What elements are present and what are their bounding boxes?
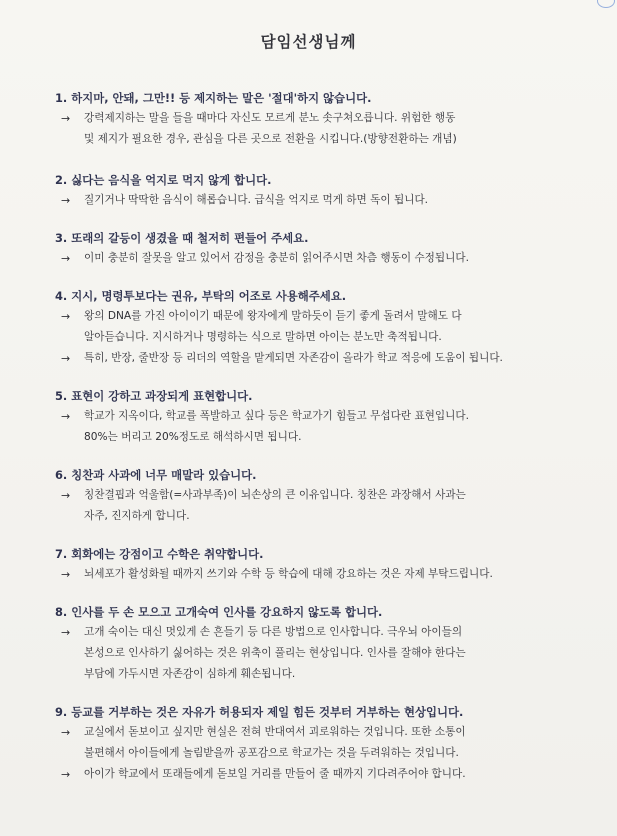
guideline-section: [55, 88, 595, 150]
section-heading: 8. 인사를 두 손 모으고 고개숙여 인사를 강요하지 않도록 합니다.: [55, 605, 383, 619]
arrow-icon: →: [61, 768, 71, 781]
item-text-line: 알아듣습니다. 지시하거나 명령하는 식으로 말하면 아이는 분노만 축적됩니다.: [84, 331, 442, 343]
section-heading: 2. 싫다는 음식을 억지로 먹지 않게 합니다.: [55, 173, 272, 187]
page-title: 담임선생님께: [260, 33, 357, 51]
arrow-icon: →: [61, 626, 71, 639]
item-text-line: 아이가 학교에서 또래들에게 돋보일 거리를 만들어 줄 때까지 기다려주어야 합니다.: [84, 768, 466, 780]
item-text-line: 뇌세포가 활성화될 때까지 쓰기와 수학 등 학습에 대해 강요하는 것은 자제 부탁드립니다.: [84, 568, 493, 580]
item-text-line: 왕의 DNA를 가진 아이이기 때문에 왕자에게 말하듯이 듣기 좋게 돌려서 말해도 다: [84, 310, 462, 322]
item-text-line: 학교가 지옥이다, 학교를 폭발하고 싶다 등은 학교가기 힘들고 무섭다란 표현입니다.: [84, 410, 469, 422]
section-heading: 7. 회화에는 강점이고 수학은 취약합니다.: [55, 547, 264, 561]
section-heading: 9. 등교를 거부하는 것은 자유가 허용되자 제일 힘든 것부터 거부하는 현상입니다.: [55, 705, 464, 719]
item-text-line: 불편해서 아이들에게 놀림받을까 공포감으로 학교가는 것을 두려워하는 것입니다.: [84, 747, 459, 759]
item-text-line: 본성으로 인사하기 싫어하는 것은 위축이 풀리는 현상입니다. 인사를 잘해야 한다는: [84, 647, 466, 659]
guideline-section: [55, 465, 595, 527]
guideline-section: [55, 386, 595, 448]
section-item: [55, 406, 595, 448]
arrow-icon: →: [61, 726, 71, 739]
pen-mark-icon: [597, 0, 615, 8]
guideline-section: [55, 170, 595, 211]
arrow-icon: →: [61, 568, 71, 581]
section-item: [55, 108, 595, 150]
section-item: [55, 306, 595, 348]
section-heading: 4. 지시, 명령투보다는 권유, 부탁의 어조로 사용해주세요.: [55, 289, 347, 303]
item-text-line: 칭찬결핍과 억울함(=사과부족)이 뇌손상의 큰 이유입니다. 칭찬은 과장해서 사과는: [84, 489, 466, 501]
guideline-section: [55, 702, 595, 785]
item-text-line: 및 제지가 필요한 경우, 관심을 다른 곳으로 전환을 시킵니다.(방향전환하는 개념): [84, 133, 457, 145]
section-heading: 6. 칭찬과 사과에 너무 매말라 있습니다.: [55, 468, 257, 482]
item-text-line: 강력제지하는 말을 들을 때마다 자신도 모르게 분노 솟구쳐오릅니다. 위험한 행동: [84, 112, 456, 124]
guideline-section: [55, 286, 595, 369]
section-item: [55, 190, 595, 211]
section-item: [55, 722, 595, 764]
section-heading: 3. 또래의 갈등이 생겼을 때 철저히 편들어 주세요.: [55, 231, 309, 245]
section-item: [55, 564, 595, 585]
item-text-line: 고개 숙이는 대신 멋있게 손 흔들기 등 다른 방법으로 인사합니다. 극우뇌 아이들의: [84, 626, 463, 638]
item-text-line: 80%는 버리고 20%정도로 해석하시면 됩니다.: [84, 431, 302, 443]
item-text-line: 부담에 가두시면 자존감이 심하게 훼손됩니다.: [84, 668, 296, 680]
section-item: [55, 485, 595, 527]
section-item: [55, 764, 595, 785]
arrow-icon: →: [61, 194, 71, 207]
section-item: [55, 248, 595, 269]
section-heading: 1. 하지마, 안돼, 그만!! 등 제지하는 말은 '절대'하지 않습니다.: [55, 91, 372, 105]
arrow-icon: →: [61, 352, 71, 365]
arrow-icon: →: [61, 112, 71, 125]
item-text-line: 특히, 반장, 줄반장 등 리더의 역할을 맡게되면 자존감이 올라가 학교 적응에 도움이 됩니다.: [84, 352, 503, 364]
item-text-line: 교실에서 돋보이고 싶지만 현실은 전혀 반대여서 괴로워하는 것입니다. 또한 소통이: [84, 726, 466, 738]
guideline-list: [55, 88, 595, 802]
guideline-section: [55, 602, 595, 685]
guideline-section: [55, 228, 595, 269]
arrow-icon: →: [61, 252, 71, 265]
arrow-icon: →: [61, 310, 71, 323]
arrow-icon: →: [61, 410, 71, 423]
section-item: [55, 622, 595, 685]
arrow-icon: →: [61, 489, 71, 502]
guideline-section: [55, 544, 595, 585]
section-item: [55, 348, 595, 369]
item-text-line: 이미 충분히 잘못을 알고 있어서 감정을 충분히 읽어주시면 차츰 행동이 수정됩니다.: [84, 252, 469, 264]
item-text-line: 질기거나 딱딱한 음식이 해롭습니다. 급식을 억지로 먹게 하면 독이 됩니다.: [84, 194, 429, 206]
item-text-line: 자주, 진지하게 합니다.: [84, 510, 190, 522]
section-heading: 5. 표현이 강하고 과장되게 표현합니다.: [55, 389, 253, 403]
